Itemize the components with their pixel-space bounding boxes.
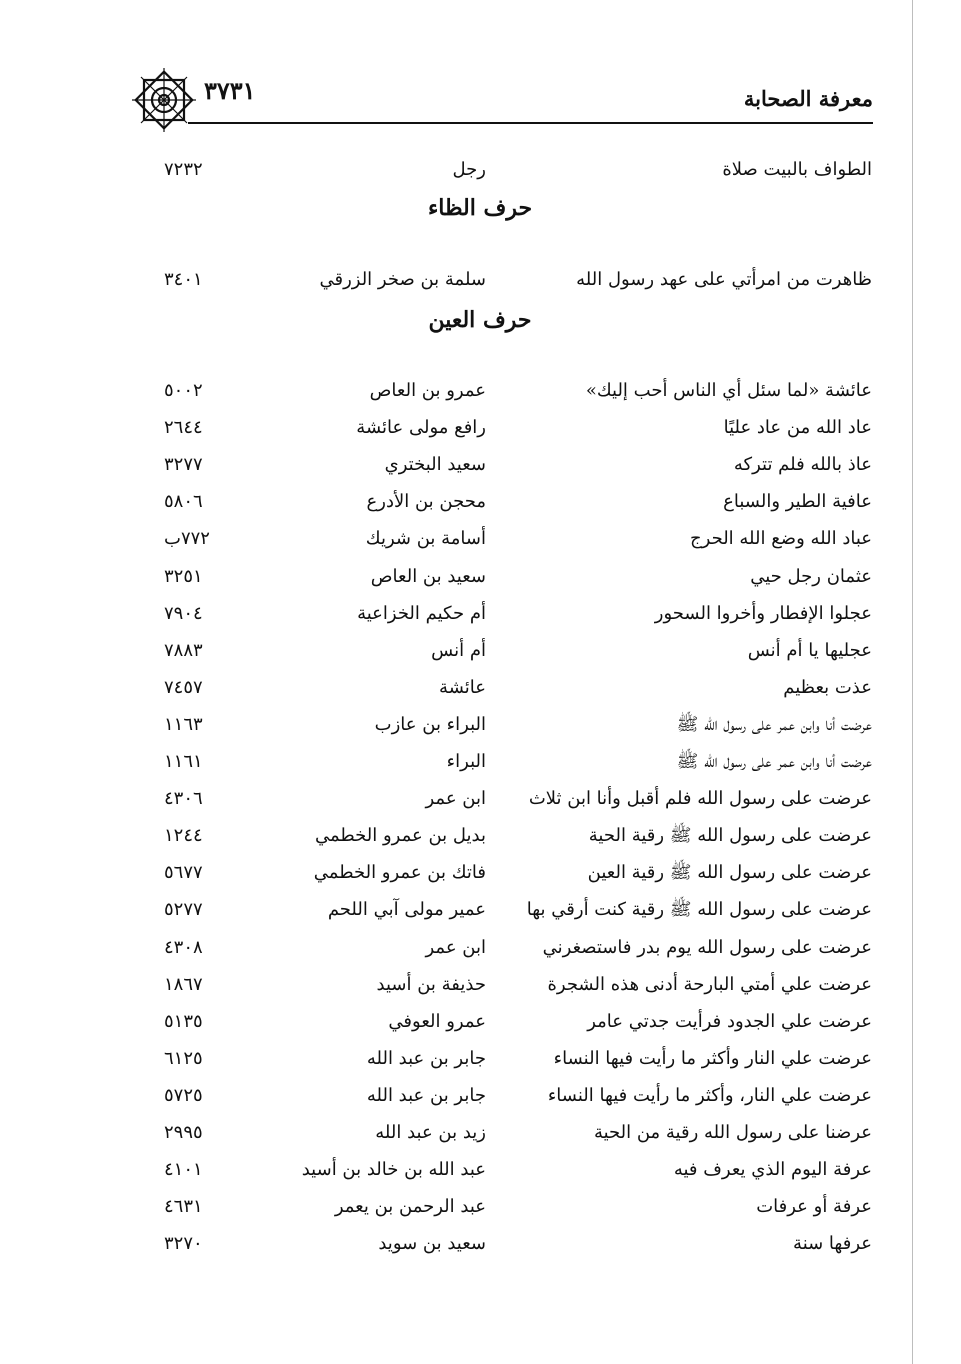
hadith-text: عباد الله وضع الله الحرج — [690, 528, 872, 549]
index-entry — [150, 1007, 872, 1037]
hadith-text: عائشة «لما سئل أي الناس أحب إليك» — [585, 380, 872, 401]
narrator-name: جابر بن عبد الله — [366, 1048, 486, 1069]
page-number: ٣٧٣١ — [204, 76, 256, 105]
hadith-number: ٣٢٧٠ — [164, 1233, 203, 1254]
hadith-text: عثمان رجل حيي — [750, 566, 872, 587]
index-entry — [150, 1081, 872, 1111]
header-rule — [188, 122, 873, 124]
hadith-text: عرضت على رسول الله ﷺ رقية العين — [587, 862, 872, 883]
hadith-number: ٧٩٠٤ — [164, 603, 203, 624]
index-entry — [150, 413, 872, 443]
narrator-name: عبد الرحمن بن يعمر — [334, 1196, 486, 1217]
hadith-text: عرضت علي الجدود فرأيت جدتي عامر — [587, 1011, 872, 1032]
hadith-number: ٧٤٥٧ — [164, 677, 203, 698]
index-entry — [150, 821, 872, 851]
narrator-name: عمرو العوفي — [388, 1011, 486, 1032]
page-edge-line — [912, 0, 913, 1364]
hadith-text: عرفة اليوم الذي يعرف فيه — [673, 1159, 872, 1180]
hadith-number: ٥١٣٥ — [164, 1011, 203, 1032]
narrator-name: البراء بن عازب — [374, 714, 486, 735]
index-entry — [150, 1044, 872, 1074]
narrator-name: ابن عمر — [425, 788, 486, 809]
narrator-name: رجل — [452, 159, 486, 180]
narrator-name: عائشة — [439, 677, 486, 698]
narrator-name: أم أنس — [431, 640, 486, 661]
hadith-number: ٧٧٢ب — [164, 528, 210, 549]
index-entry — [150, 858, 872, 888]
hadith-number: ٤٣٠٦ — [164, 788, 203, 809]
narrator-name: سعيد بن العاص — [370, 566, 486, 587]
hadith-text: عاد الله من عاد عليًا — [723, 417, 872, 438]
hadith-number: ٢٦٤٤ — [164, 417, 203, 438]
hadith-text: عرضت أنا وابن عمر على رسول الله ﷺ — [676, 751, 872, 772]
narrator-name: ابن عمر — [425, 937, 486, 958]
narrator-name: زيد بن عبد الله — [375, 1122, 486, 1143]
index-entry — [150, 1229, 872, 1259]
narrator-name: البراء — [446, 751, 486, 772]
page-header — [128, 64, 873, 124]
hadith-number: ٤٦٣١ — [164, 1196, 203, 1217]
narrator-name: رافع مولى عائشة — [356, 417, 486, 438]
index-entry — [150, 1155, 872, 1185]
narrator-name: محجن بن الأدرع — [366, 491, 486, 512]
index-entry — [150, 636, 872, 666]
hadith-text: ظاهرت من امرأتي على عهد رسول الله — [576, 269, 872, 290]
narrator-name: جابر بن عبد الله — [366, 1085, 486, 1106]
index-entry — [150, 784, 872, 814]
index-entry — [150, 710, 872, 740]
index-entry — [150, 933, 872, 963]
hadith-text: عرفة أو عرفات — [756, 1196, 872, 1217]
hadith-number: ٣٤٠١ — [164, 269, 203, 290]
hadith-text: عرضت علي النار وأكثر ما رأيت فيها النساء — [553, 1048, 872, 1069]
hadith-text: عرضت على رسول الله ﷺ رقية كنت أرقي بها — [526, 899, 872, 920]
hadith-number: ٥٢٧٧ — [164, 899, 203, 920]
narrator-name: فاتك بن عمرو الخطمي — [313, 862, 486, 883]
section-heading: حرف الظاء — [427, 195, 533, 221]
index-entry — [150, 487, 872, 517]
narrator-name: عمير مولى آبي اللحم — [327, 899, 486, 920]
hadith-text: عرفها سنة — [793, 1233, 872, 1254]
hadith-number: ١١٦٣ — [164, 714, 203, 735]
narrator-name: أم حكيم الخزاعية — [357, 603, 486, 624]
hadith-number: ٤٣٠٨ — [164, 937, 203, 958]
narrator-name: عمرو بن العاص — [369, 380, 486, 401]
hadith-number: ٥٠٠٢ — [164, 380, 203, 401]
narrator-name: عبد الله بن خالد بن أسيد — [301, 1159, 486, 1180]
index-entry — [150, 1118, 872, 1148]
index-entry — [150, 524, 872, 554]
octagram-ornament-icon — [128, 64, 200, 136]
narrator-name: أسامة بن شريك — [365, 528, 486, 549]
hadith-number: ٥٦٧٧ — [164, 862, 203, 883]
hadith-number: ٥٨٠٦ — [164, 491, 203, 512]
hadith-text: عجليها يا أم أنس — [747, 640, 872, 661]
narrator-name: بديل بن عمرو الخطمي — [314, 825, 486, 846]
hadith-text: عرضت على رسول الله يوم بدر فاستصغرني — [542, 937, 872, 958]
index-entry — [150, 599, 872, 629]
hadith-number: ٣٢٧٧ — [164, 454, 203, 475]
index-entry — [150, 970, 872, 1000]
hadith-text: عافية الطير والسباع — [723, 491, 872, 512]
narrator-name: حذيفة بن أسيد — [376, 974, 486, 995]
index-entry — [150, 895, 872, 925]
hadith-number: ٢٩٩٥ — [164, 1122, 203, 1143]
section-heading: حرف العين — [428, 307, 532, 333]
hadith-text: عذت بعظيم — [783, 677, 872, 698]
narrator-name: سعيد البختري — [384, 454, 486, 475]
index-entry — [150, 562, 872, 592]
hadith-number: ٦١٢٥ — [164, 1048, 203, 1069]
hadith-number: ٥٧٢٥ — [164, 1085, 203, 1106]
hadith-number: ٣٢٥١ — [164, 566, 203, 587]
index-entry — [150, 747, 872, 777]
index-entry — [150, 265, 872, 295]
hadith-text: عاذ بالله فلم تتركه — [733, 454, 872, 475]
hadith-text: عجلوا الإفطار وأخروا السحور — [654, 603, 872, 624]
hadith-text: عرضت علي أمتي البارحة أدنى هذه الشجرة — [547, 974, 872, 995]
index-entry — [150, 450, 872, 480]
hadith-text: عرضت علي النار، وأكثر ما رأيت فيها النساء — [547, 1085, 872, 1106]
hadith-text: عرضت أنا وابن عمر على رسول الله ﷺ — [676, 714, 872, 735]
hadith-number: ٧٢٣٢ — [164, 159, 203, 180]
hadith-text: عرضت على رسول الله ﷺ رقية الحية — [588, 825, 872, 846]
narrator-name: سلمة بن صخر الزرقي — [319, 269, 486, 290]
hadith-text: الطواف بالبيت صلاة — [722, 159, 872, 180]
hadith-number: ٧٨٨٣ — [164, 640, 203, 661]
hadith-number: ١٨٦٧ — [164, 974, 203, 995]
running-title: معرفة الصحابة — [743, 86, 873, 111]
hadith-number: ١١٦١ — [164, 751, 203, 772]
hadith-text: عرضت على رسول الله فلم أقبل وأنا ابن ثلاث — [528, 788, 872, 809]
index-entry — [150, 376, 872, 406]
index-entry — [150, 673, 872, 703]
hadith-number: ٤١٠١ — [164, 1159, 203, 1180]
index-entry — [150, 1192, 872, 1222]
hadith-number: ١٢٤٤ — [164, 825, 203, 846]
index-entry — [150, 155, 872, 185]
narrator-name: سعيد بن سويد — [378, 1233, 486, 1254]
hadith-text: عرضنا على رسول الله رقية من الحية — [593, 1122, 872, 1143]
